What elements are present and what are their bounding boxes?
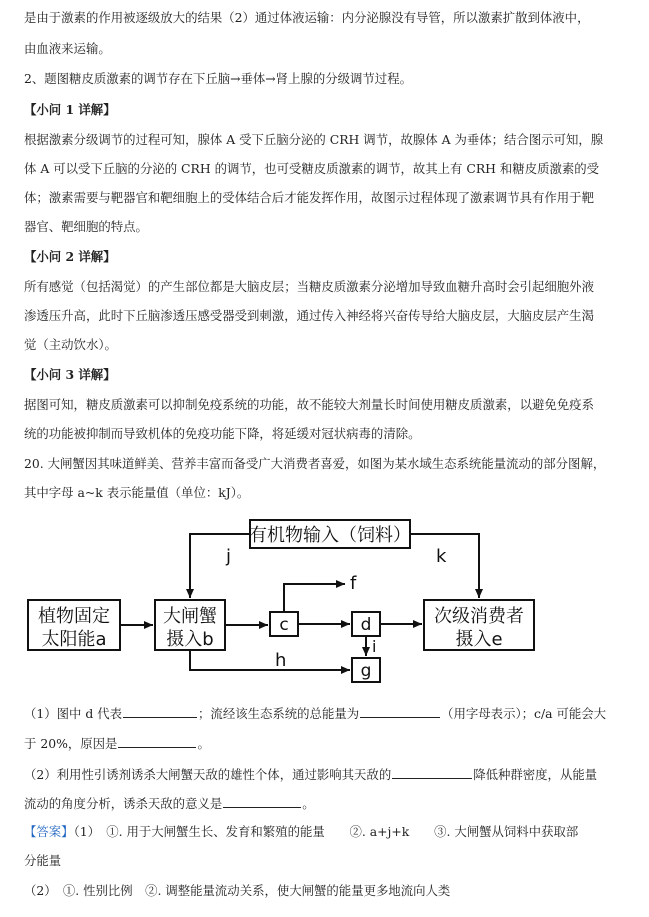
plant-label-1: 植物固定 [38,606,110,627]
answer-line-3: （2） ①. 性别比例 ②. 调整能量流动关系，使大闸蟹的能量更多地流向人类 [24,883,451,898]
question-1 [24,705,631,722]
q2-text-d: 。 [302,796,315,811]
answer-text-1: （1） ①. 用于大闸蟹生长、发育和繁殖的能量 ②. a+j+k ③. 大闸蟹从饲料中获取部 [73,824,579,839]
answer-line-1 [24,824,631,840]
blank-1 [123,705,197,718]
answer-tag: 【答案】 [24,824,74,839]
text-line: 觉（主动饮水）。 [24,337,117,352]
text-line: 其中字母 a~k 表示能量值（单位：kJ）。 [24,485,250,500]
question-2-cont [24,795,631,812]
text-line: 由血液来运输。 [24,41,111,56]
q2-text-b: 降低种群密度，从能量 [473,767,598,782]
text-line: 据图可知，糖皮质激素可以抑制免疫系统的功能，故不能较大剂量长时间使用糖皮质激素，以避免免疫系 [24,397,594,412]
section-heading: 【小问 2 详解】 [24,249,116,264]
blank-5 [223,795,301,808]
text-line: 体 A 可以受下丘脑的分泌的 CRH 的调节，也可受糖皮质激素的调节，故其上有 CRH 和糖皮质激素的受 [24,161,600,176]
label-c: c [279,615,289,635]
text-line: 体；激素需要与靶器官和靶细胞上的受体结合后才能发挥作用，故图示过程体现了激素调节具有作用于靶 [24,190,594,205]
crab-label-2: 摄入b [166,629,214,650]
text-line: 统的功能被抑制而导致机体的免疫功能下降，将延缓对冠状病毒的清除。 [24,426,421,441]
section-heading: 【小问 3 详解】 [24,367,116,382]
arrow-j [190,534,250,598]
label-k: k [436,546,447,567]
q2-text-a: （2）利用性引诱剂诱杀大闸蟹天敌的雄性个体，通过影响其天敌的 [24,767,392,782]
arrow-c-to-f [284,584,345,612]
crab-label-1: 大闸蟹 [163,606,217,627]
text-line: 根据激素分级调节的过程可知，腺体 A 受下丘脑分泌的 CRH 调节，故腺体 A 为垂体；结合图示可知，腺 [24,132,604,147]
label-i: i [372,637,377,656]
q1-text-c: （用字母表示）；c/a 可能会大 [441,706,607,721]
text-line: 所有感觉（包括渴觉）的产生部位都是大脑皮层；当糖皮质激素分泌增加导致血糖升高时会引起细胞外液 [24,279,594,294]
plant-label-2: 太阳能a [41,629,107,650]
q1-text-d: 于 20%，原因是 [24,736,118,751]
blank-2 [360,705,440,718]
answer-line-2: 分能量 [24,853,62,868]
label-h: h [275,650,287,671]
arrow-h [190,650,350,670]
label-g: g [360,661,372,681]
question-2 [24,766,631,783]
label-f: f [350,573,357,594]
text-line: 渗透压升高，此时下丘脑渗透压感受器受到刺激，通过传入神经将兴奋传导给大脑皮层，大脑皮层产生渴 [24,308,594,323]
label-j: j [226,546,232,567]
text-line: 2、题图糖皮质激素的调节存在下丘脑→垂体→肾上腺的分级调节过程。 [24,71,412,86]
q1-text-a: （1）图中 d 代表 [24,706,123,721]
energy-flow-diagram [20,518,620,693]
consumer-label-2: 摄入e [455,629,503,650]
text-line: 器官、靶细胞的特点。 [24,219,148,234]
text-line: 20. 大闸蟹因其味道鲜美、营养丰富而备受广大消费者喜爱，如图为某水域生态系统能量流动的部分图解， [24,456,606,471]
section-heading: 【小问 1 详解】 [24,102,116,117]
blank-3 [118,735,196,748]
q2-text-c: 流动的角度分析，诱杀天敌的意义是 [24,796,223,811]
consumer-label-1: 次级消费者 [434,606,524,627]
text-line: 是由于激素的作用被逐级放大的结果（2）通过体液运输：内分泌腺没有导管，所以激素扩散到体液中， [24,10,590,25]
feed-input-label: 有机物输入（饲料） [249,525,411,546]
question-1-cont [24,735,631,752]
q1-text-b: ；流经该生态系统的总能量为 [198,706,360,721]
label-d: d [360,615,372,635]
q1-text-e: 。 [197,736,210,751]
blank-4 [392,766,472,779]
